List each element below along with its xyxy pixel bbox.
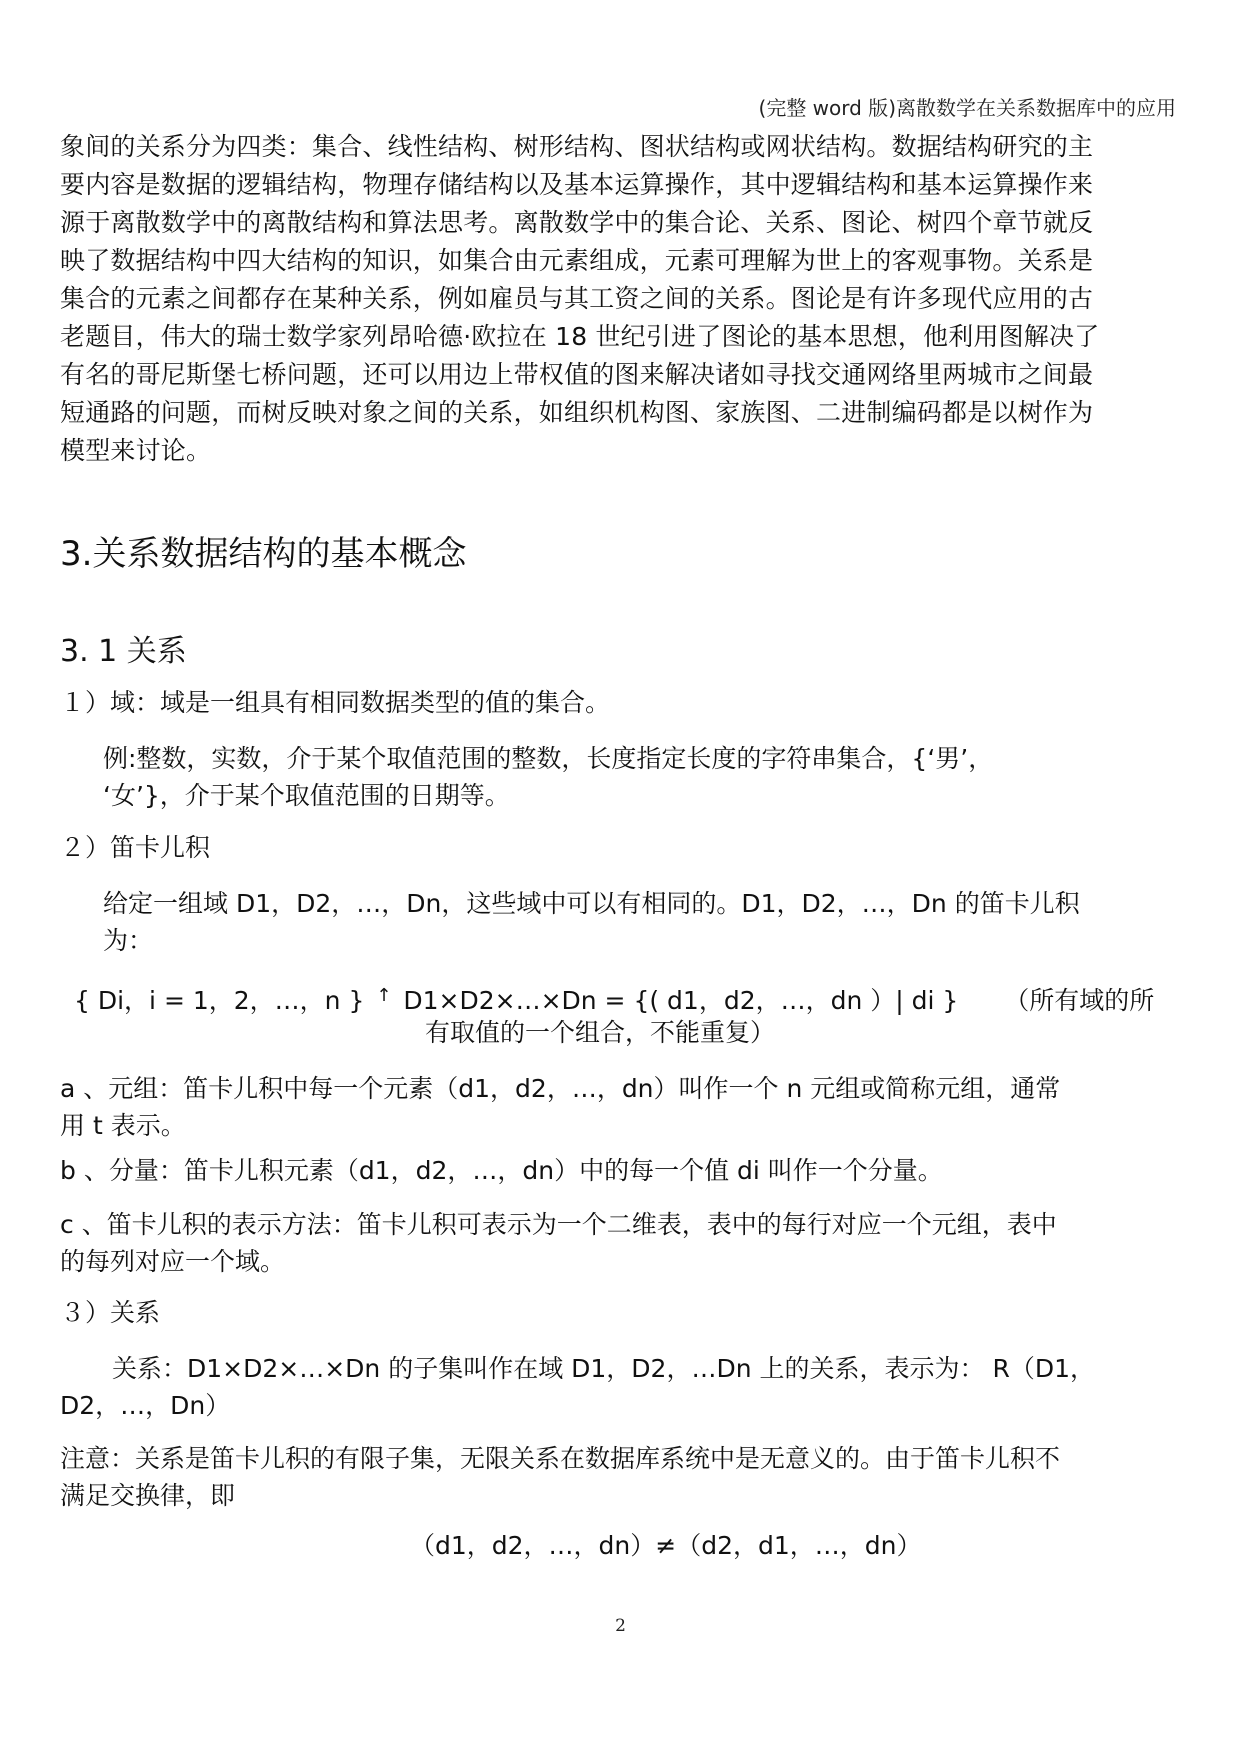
formula-mark: ↑ [376,985,392,1006]
intro-line: 模型来讨论。 [60,436,212,465]
item-3-label: ３）关系 [60,1298,161,1327]
item-3-note [60,1440,1185,1514]
example-line: ‘女’}，介于某个取值范围的日期等。 [103,781,510,810]
item-2-label: ２）笛卡儿积 [60,833,211,862]
item-c [60,1206,1185,1280]
noncommutative-formula: （d1，d2，…，dn）≠（d2，d1，…，dn） [410,1531,922,1560]
definition-line: 给定一组域 D1，D2，…，Dn，这些域中可以有相同的。D1，D2，…，Dn 的笛卡儿积 [103,889,1080,918]
definition-line: D2，…，Dn） [60,1391,231,1420]
note-line: 满足交换律，即 [60,1481,236,1510]
intro-line: 要内容是数据的逻辑结构，物理存储结构以及基本运算操作，其中逻辑结构和基本运算操作来 [60,170,1094,199]
item-a [60,1070,1185,1144]
formula-part: D1×D2×…×Dn = {( d1，d2，…，dn ）| di } [403,986,959,1015]
intro-line: 映了数据结构中四大结构的知识，如集合由元素组成，元素可理解为世上的客观事物。关系是 [60,246,1094,275]
formula-note-continued: 有取值的一个组合，不能重复） [425,1018,776,1047]
item-2-definition [103,885,1183,959]
intro-line: 有名的哥尼斯堡七桥问题，还可以用边上带权值的图来解决诸如寻找交通网络里两城市之间最 [60,360,1094,389]
item-c-line: 的每列对应一个域。 [60,1247,286,1276]
definition-line: 为： [103,926,154,955]
intro-line: 老题目，伟大的瑞士数学家列昂哈德·欧拉在 18 世纪引进了图论的基本思想，他利用图解决了 [60,322,1100,351]
intro-paragraph [60,128,1185,470]
definition-line: 关系：D1×D2×…×Dn 的子集叫作在域 D1，D2，…Dn 上的关系，表示为： R（D1， [112,1354,1095,1383]
intro-line: 象间的关系分为四类：集合、线性结构、树形结构、图状结构或网状结构。数据结构研究的主 [60,132,1094,161]
page-number: 2 [615,1616,626,1636]
intro-line: 短通路的问题，而树反映对象之间的关系，如组织机构图、家族图、二进制编码都是以树作为 [60,398,1094,427]
item-1-label: １）域：域是一组具有相同数据类型的值的集合。 [60,688,611,717]
item-b: b 、分量：笛卡儿积元素（d1，d2，…，dn）中的每一个值 di 叫作一个分量。 [60,1156,943,1185]
item-a-line: 用 t 表示。 [60,1111,186,1140]
page-header: (完整 word 版)离散数学在关系数据库中的应用 [758,96,1176,120]
note-line: 注意：关系是笛卡儿积的有限子集，无限关系在数据库系统中是无意义的。由于笛卡儿积不 [60,1444,1061,1473]
item-3-definition [60,1350,1185,1424]
subsection-title: 3. 1 关系 [60,634,187,669]
item-c-line: c 、笛卡儿积的表示方法：笛卡儿积可表示为一个二维表，表中的每行对应一个元组，表中 [60,1210,1057,1239]
section-title: 3.关系数据结构的基本概念 [60,534,467,574]
formula-part: { Di，i = 1，2，…，n } [74,986,365,1015]
item-1-example [103,740,1183,814]
cartesian-formula [74,978,1154,1019]
intro-line: 集合的元素之间都存在某种关系，例如雇员与其工资之间的关系。图论是有许多现代应用的古 [60,284,1094,313]
item-a-line: a 、元组：笛卡儿积中每一个元素（d1，d2，…，dn）叫作一个 n 元组或简称元组，通常 [60,1074,1061,1103]
example-line: 例:整数，实数，介于某个取值范围的整数，长度指定长度的字符串集合，{‘男’， [103,744,994,773]
intro-line: 源于离散数学中的离散结构和算法思考。离散数学中的集合论、关系、图论、树四个章节就反 [60,208,1094,237]
formula-note: （所有域的所 [1004,986,1155,1015]
